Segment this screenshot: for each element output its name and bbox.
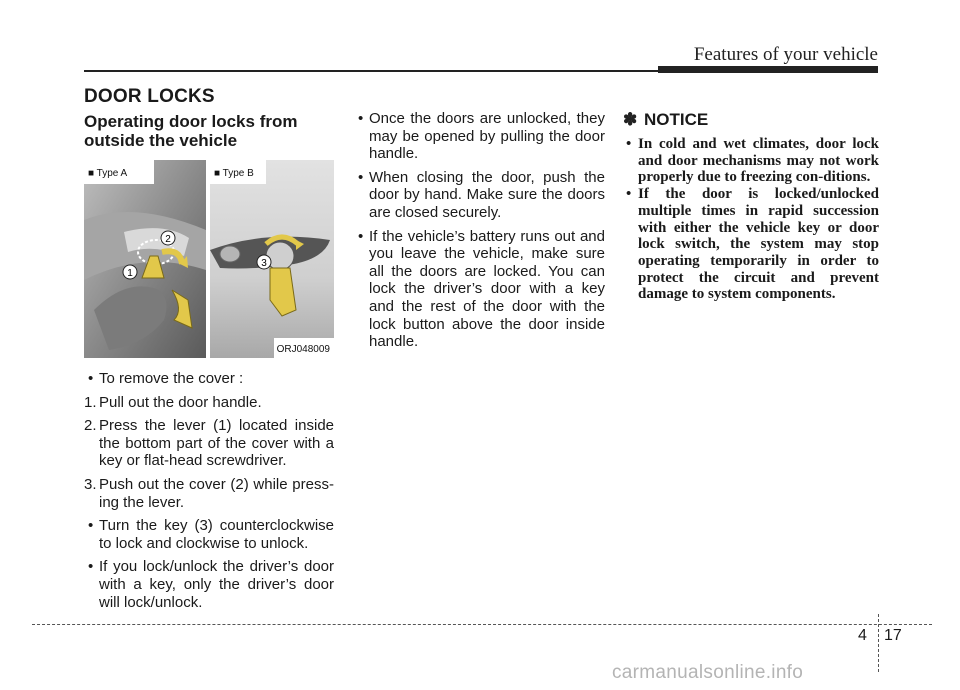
type-b-label: ■ Type B bbox=[214, 168, 254, 179]
notice-item: • If the door is locked/unlocked multiple times in rapid succession with either the vehicle key or door lock switch, the system may stop operating temporarily in order to protect the circuit and prevent damage to system components. bbox=[623, 186, 879, 303]
page-number: 17 bbox=[884, 627, 902, 644]
notice-box bbox=[623, 110, 879, 303]
chapter-number: 4 bbox=[858, 627, 867, 644]
step-1 bbox=[84, 394, 334, 412]
step-3 bbox=[84, 476, 334, 511]
svg-text:1: 1 bbox=[127, 268, 133, 279]
step-text: Push out the cover (2) while press-ing the lever. bbox=[99, 475, 334, 511]
footer-divider bbox=[878, 614, 879, 672]
header-rule bbox=[84, 70, 660, 72]
list-item: • Turn the key (3) counterclockwise to lock and clockwise to unlock. bbox=[84, 517, 334, 552]
callout-2 bbox=[161, 231, 175, 245]
column-middle bbox=[354, 110, 605, 357]
list-item: • If you lock/unlock the driver’s door with a key, only the driver’s door will lock/unlock. bbox=[84, 558, 334, 611]
list-item: • Once the doors are unlocked, they may be opened by pulling the door handle. bbox=[354, 110, 605, 163]
step-2 bbox=[84, 417, 334, 470]
figure-code: ORJ048009 bbox=[276, 344, 330, 355]
section-title: Features of your vehicle bbox=[693, 44, 878, 65]
watermark: carmanualsonline.info bbox=[612, 662, 804, 683]
svg-text:2: 2 bbox=[165, 234, 171, 245]
callout-3 bbox=[257, 255, 271, 269]
callout-1 bbox=[123, 265, 137, 279]
step-number: 2. bbox=[84, 417, 97, 435]
step-text: Press the lever (1) located inside the bottom part of the cover with a key or flat-head screwdriver. bbox=[99, 417, 334, 470]
footer-rule bbox=[32, 624, 932, 625]
subsection-heading: Operating door locks from outside the vehicle bbox=[84, 112, 298, 150]
header-rule-accent bbox=[658, 66, 878, 73]
list-item: • When closing the door, push the door by hand. Make sure the doors are closed securely. bbox=[354, 169, 605, 222]
notice-title: NOTICE bbox=[643, 110, 709, 129]
step-number: 3. bbox=[84, 475, 97, 493]
step-number: 1. bbox=[84, 393, 97, 411]
notice-item: • In cold and wet climates, door lock and door mechanisms may not work properly due to freezing con-ditions. bbox=[623, 136, 879, 186]
svg-text:3: 3 bbox=[261, 258, 267, 269]
notice-icon: ✽ bbox=[623, 110, 638, 129]
door-handle-figure bbox=[84, 160, 334, 358]
column-left bbox=[84, 112, 334, 617]
page-heading: DOOR LOCKS bbox=[84, 86, 215, 107]
door-handle-illustration bbox=[84, 160, 334, 358]
notice-heading bbox=[623, 110, 879, 130]
step-text: Pull out the door handle. bbox=[99, 393, 262, 411]
intro-bullet: • To remove the cover : bbox=[84, 370, 334, 388]
list-item: • If the vehicle’s battery runs out and you leave the vehicle, make sure all the doors are locked. You can lock the driver’s door with a key and the rest of the door with the lock button above the door inside handle. bbox=[354, 228, 605, 351]
type-a-label: ■ Type A bbox=[88, 168, 128, 179]
